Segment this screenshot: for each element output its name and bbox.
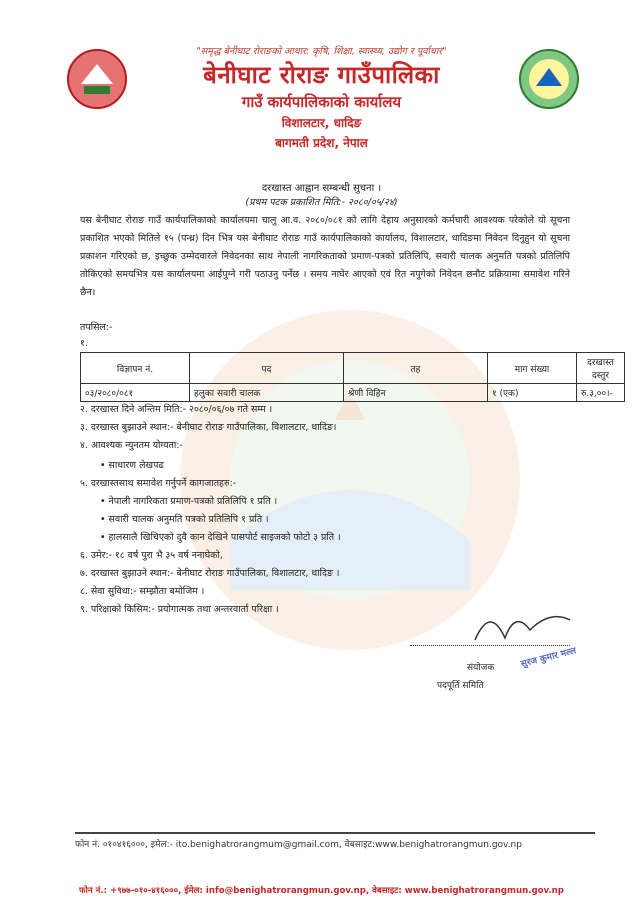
bullet-item: • नेपाली नागरिकता प्रमाण-पत्रको प्रतिलिपि १ प्रति । [100, 496, 278, 507]
list-item: ७. दरखास्त बुझाउने स्थान:- बेनीघाट रोराङ गाउँपालिका, विशालटार, धादिङ । [80, 568, 340, 579]
bullet-text: साधारण लेखपढ [108, 460, 164, 471]
item-1-number: १. [80, 338, 88, 349]
signature-scribble [470, 600, 580, 650]
list-item: ४. आवश्यक न्युनतम योग्यता:- [80, 440, 183, 451]
list-item: २. दरखास्त दिने अन्तिम मिति:- २०८०/०६/०७ गते सम्म । [80, 404, 273, 415]
official-stamp: सुरज कुमार मल्ल [519, 646, 578, 670]
table-header: तह [344, 353, 488, 384]
bullet-item: • सवारी चालक अनुमति पत्रको प्रतिलिपि १ प्रति । [100, 514, 269, 525]
bullet-item: • हालसालै खिचिएको दुवै कान देखिने पासपोर्ट साइजको फोटो ३ प्रति । [100, 532, 341, 543]
office-subtitle: गाउँ कार्यपालिकाको कार्यालय [241, 93, 402, 111]
bullet-item: • साधारण लेखपढ [100, 460, 164, 471]
list-item: ८. सेवा सुविधा:- सम्झौता बमोजिम । [80, 586, 205, 597]
table-row [81, 384, 625, 402]
municipality-title: बेनीघाट रोराङ गाउँपालिका [203, 61, 440, 89]
slogan: "समृद्ध बेनीघाट रोराङको आधार: कृषि, शिक्षा, स्वास्थ्य, उद्योग र पूर्वाधार" [196, 46, 447, 57]
list-item: ३. दरखास्त बुझाउने स्थान:- बेनीघाट रोराङ गाउँपालिका, विशालटार, धादिङ। [80, 422, 337, 433]
province: बागमती प्रदेश, नेपाल [275, 136, 368, 150]
table-header: माग संख्या [488, 353, 577, 384]
vacancy-table [80, 352, 625, 402]
list-item: ९. परिक्षाको किसिम:- प्रयोगात्मक तथा अन्तरवार्ता परिक्षा । [80, 604, 279, 615]
table-cell: १ (एक) [488, 384, 577, 402]
bullet-text: सवारी चालक अनुमति पत्रको प्रतिलिपि १ प्रति । [108, 514, 269, 525]
notice-body: यस बेनीघाट रोराङ गाउँ कार्यपालिकाको कार्यालयमा चालु आ.व. २०८०/०८१ को लागि देहाय अनुसारको कर्मचारी आवश्यक परेकोले यो सूचना प्रकाशित भएको मितिले १५ (पन्ध्र) दिन भित्र यस बेनीघाट रोराङ गाउँ कार्यपालिकाको कार्यालय, विशालटार, धादिङमा निवेदन दिनुहुन यो सूचना प्रकाशन गरिएको छ, इच्छुक उम्मेदवारले निवेदनका साथ नेपाली नागरिकताको प्रमाण-पत्रको प्रतिलिपि, सवारी चालक अनुमति पत्रको प्रतिलिपि तोकिएको समयभित्र यस कार्यालयमा आईपुग्ने गरी पठाउनु पर्नेछ । समय नाघेर आएको एवं रित नपुगेको निवेदन छनौट प्रक्रियामा समावेश गरिने छैन। [80, 215, 570, 298]
signature-line [410, 645, 570, 646]
notice-title: दरखास्त आह्वान सम्बन्धी सुचना । [261, 183, 382, 194]
bullet-text: नेपाली नागरिकता प्रमाण-पत्रको प्रतिलिपि १ प्रति । [108, 496, 278, 507]
signatory-role: संयोजक [467, 663, 495, 673]
bullet-text: हालसालै खिचिएको दुवै कान देखिने पासपोर्ट साइजको फोटो ३ प्रति । [108, 532, 341, 543]
table-header: दरखास्त दस्तुर [577, 353, 625, 384]
table-cell: रु.३,००।- [577, 384, 625, 402]
footer-contact: फोन नं. ०१०४१६०००, इमेल:- ito.benighatrorangmum@gmail.com, वेबसाइट:www.benighatrorangmun.gov.np [75, 832, 595, 850]
table-cell: ०३/२०८०/०८१ [81, 384, 190, 402]
footer-contact-official: फोन नं.: +९७७-०१०-४१६०००, ईमेल: info@benighatrorangmun.gov.np, वेबसाइट: www.benighatrorangmun.gov.np [79, 886, 564, 896]
table-header: विज्ञापन नं. [81, 353, 190, 384]
table-header: पद [190, 353, 344, 384]
list-item: ५. दरखास्तसाथ समावेश गर्नुपर्ने कागजातहरु:- [80, 478, 237, 489]
list-item: ६. उमेर:- १८ वर्ष पुरा भै ३५ वर्ष ननाघेको, [80, 550, 223, 561]
notice-date: (प्रथम पटक प्रकाशित मिति:- २०८०/०५/२४) [245, 197, 398, 208]
table-cell: हलुका सवारी चालक [190, 384, 344, 402]
table-header-row [81, 353, 625, 384]
office-location: विशालटार, धादिङ [281, 116, 362, 130]
signatory-committee: पदपूर्ति समिति [437, 681, 484, 691]
tapasil-label: तपसिल:- [80, 322, 113, 333]
table-cell: श्रेणी विहिन [344, 384, 488, 402]
